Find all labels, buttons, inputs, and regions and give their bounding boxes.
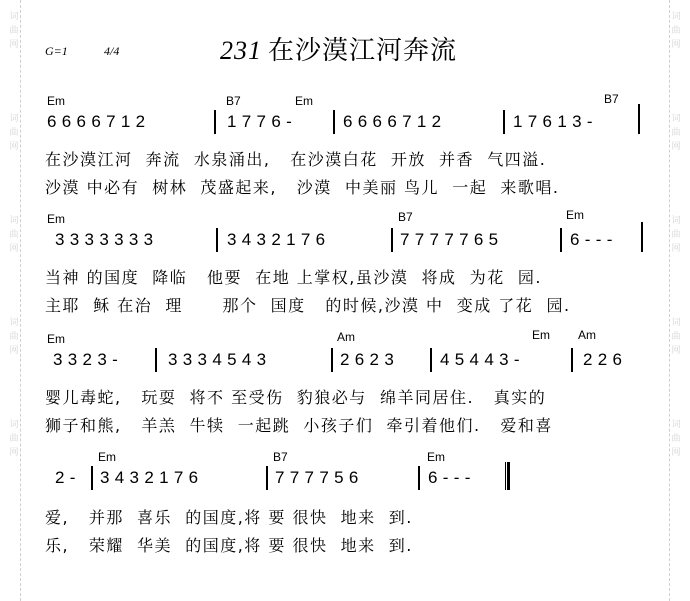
lyric-line: 爱, 并那 喜乐 的国度,将 要 很快 地来 到. xyxy=(45,508,413,527)
lyric-line: 乐, 荣耀 华美 的国度,将 要 很快 地来 到. xyxy=(45,536,413,555)
lyric-line: 沙漠 中必有 树林 茂盛起来, 沙漠 中美丽 鸟儿 一起 来歌唱. xyxy=(45,178,560,197)
song-title xyxy=(220,30,457,67)
chord-label: Em xyxy=(532,328,550,342)
measure-notes: 2 2 6 xyxy=(583,350,623,369)
watermark-text: 词曲网 xyxy=(9,114,19,152)
chord-label: B7 xyxy=(604,92,619,106)
bar-line xyxy=(331,348,333,372)
bar-line xyxy=(333,110,335,134)
measure-notes: 6 6 6 6 7 1 2 xyxy=(47,112,146,131)
chord-label: Em xyxy=(427,450,445,464)
watermark-text: 词曲网 xyxy=(9,420,19,458)
watermark-text: 词曲网 xyxy=(9,318,19,356)
chord-label: Em xyxy=(47,212,65,226)
measure-notes: 1 7 7 6 - xyxy=(227,112,293,131)
bar-line xyxy=(155,348,157,372)
measure-notes: 3 3 3 3 3 3 3 xyxy=(55,230,154,249)
bar-line xyxy=(638,104,640,134)
chord-label: Am xyxy=(337,330,355,344)
lyric-line: 婴儿毒蛇, 玩耍 将不 至受伤 豹狼必与 绵羊同居住. 真实的 xyxy=(45,388,547,407)
lyric-line: 主耶 稣 在治 理 那个 国度 的时候,沙漠 中 变成 了花 园. xyxy=(45,296,571,315)
watermark-text: 词曲网 xyxy=(671,318,681,356)
measure-notes: 4 5 4 4 3 - xyxy=(440,350,520,369)
measure-notes: 1 7 6 1 3 - xyxy=(513,112,593,131)
chord-label: B7 xyxy=(226,94,241,108)
watermark-text: 词曲网 xyxy=(671,12,681,50)
measure-notes: 3 4 3 2 1 7 6 xyxy=(100,468,199,487)
lyric-line: 在沙漠江河 奔流 水泉涌出, 在沙漠白花 开放 并香 气四溢. xyxy=(45,150,547,169)
measure-notes: 2 - xyxy=(55,468,76,487)
bar-line xyxy=(216,228,218,252)
lyric-line: 狮子和熊, 羊羔 牛犊 一起跳 小孩子们 牵引着他们. 爱和喜 xyxy=(45,416,553,435)
bar-line xyxy=(391,228,393,252)
measure-notes: 7 7 7 7 7 6 5 xyxy=(400,230,499,249)
measure-notes: 2 6 2 3 xyxy=(340,350,395,369)
chord-label: Em xyxy=(295,94,313,108)
lyric-line: 当神 的国度 降临 他要 在地 上掌权,虽沙漠 将成 为花 园. xyxy=(45,268,542,287)
bar-line xyxy=(418,466,420,490)
watermark-text: 词曲网 xyxy=(671,420,681,458)
measure-notes: 6 6 6 6 7 1 2 xyxy=(343,112,442,131)
final-bar-line xyxy=(505,462,510,490)
watermark-left xyxy=(4,10,24,520)
measure-notes: 6 - - - xyxy=(428,468,471,487)
measure-notes: 6 - - - xyxy=(570,230,613,249)
bar-line xyxy=(214,110,216,134)
bar-line xyxy=(641,222,643,252)
measure-notes: 3 3 3 4 5 4 3 xyxy=(168,350,267,369)
bar-line xyxy=(266,466,268,490)
watermark-text: 词曲网 xyxy=(9,216,19,254)
bar-line xyxy=(560,228,562,252)
chord-label: Em xyxy=(47,94,65,108)
key-signature: G=1 xyxy=(45,44,68,58)
bar-line xyxy=(91,466,93,490)
bar-line xyxy=(430,348,432,372)
watermark-right xyxy=(666,10,686,520)
watermark-text: 词曲网 xyxy=(9,12,19,50)
measure-notes: 3 4 3 2 1 7 6 xyxy=(227,230,326,249)
watermark-text: 词曲网 xyxy=(671,216,681,254)
measure-notes: 3 3 2 3 - xyxy=(53,350,119,369)
time-signature: 4/4 xyxy=(104,44,120,58)
watermark-text: 词曲网 xyxy=(671,114,681,152)
chord-label: Em xyxy=(47,332,65,346)
chord-label: Em xyxy=(566,208,584,222)
song-number: 231 xyxy=(220,36,262,65)
chord-label: B7 xyxy=(273,450,288,464)
chord-label: Em xyxy=(98,450,116,464)
measure-notes: 7 7 7 7 5 6 xyxy=(275,468,359,487)
song-title-text: 在沙漠江河奔流 xyxy=(268,36,458,66)
bar-line xyxy=(503,110,505,134)
chord-label: B7 xyxy=(398,210,413,224)
chord-label: Am xyxy=(578,328,596,342)
bar-line xyxy=(571,348,573,372)
